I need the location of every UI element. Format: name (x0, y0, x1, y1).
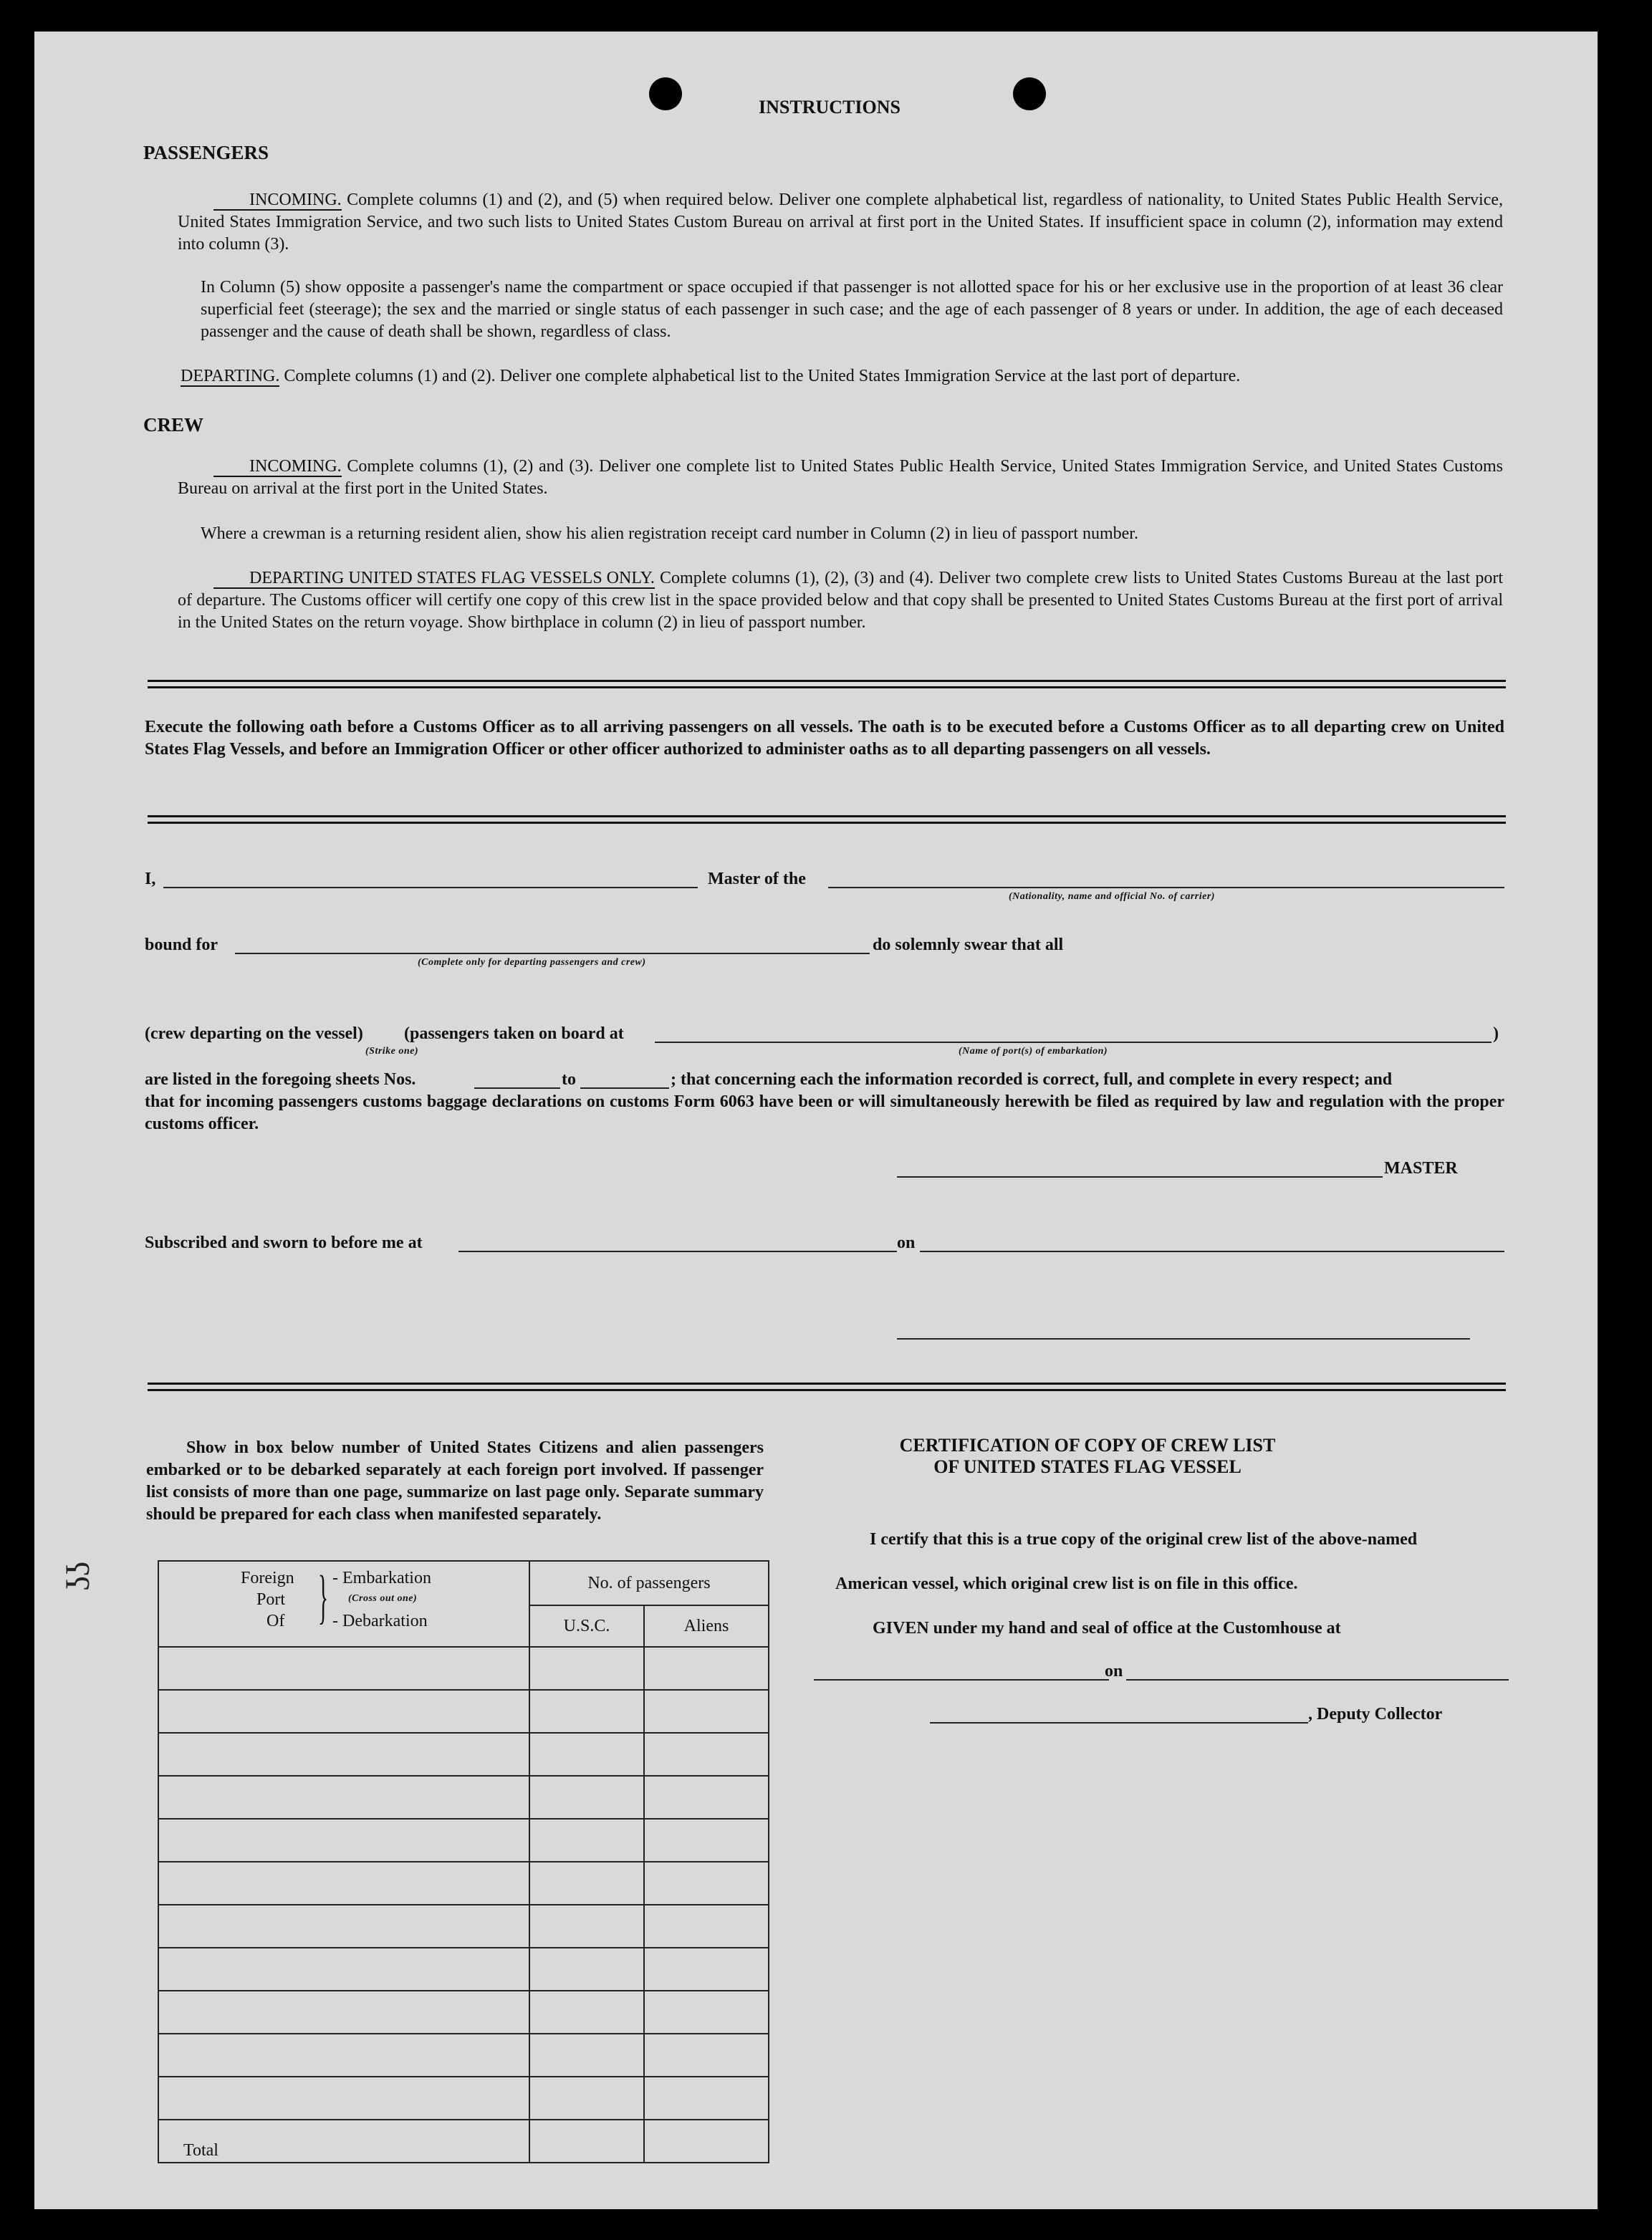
crew-incoming-label: INCOMING. (213, 457, 342, 477)
cross-out-caption: (Cross out one) (348, 1593, 418, 1604)
usc-cell[interactable] (529, 2034, 644, 2077)
page-title: INSTRUCTIONS (759, 97, 901, 117)
aliens-header: Aliens (644, 1605, 769, 1647)
crew-departing-option[interactable]: (crew departing on the vessel) (145, 1024, 363, 1043)
listed-pre: are listed in the foregoing sheets Nos. (145, 1070, 416, 1089)
summary-row (158, 1690, 769, 1733)
port-cell[interactable] (158, 1776, 529, 1819)
port-cell[interactable] (158, 1647, 529, 1690)
master-signature-field[interactable] (897, 1176, 1383, 1178)
bound-for-field[interactable] (235, 953, 870, 954)
crew-heading: CREW (143, 414, 204, 436)
embarkation-option[interactable]: - Embarkation (332, 1569, 431, 1587)
port-cell[interactable] (158, 1862, 529, 1905)
master-of-the-label: Master of the (708, 870, 806, 888)
bound-for-label: bound for (145, 936, 218, 954)
aliens-cell[interactable] (644, 2034, 769, 2077)
usc-cell[interactable] (529, 1647, 644, 1690)
summary-row (158, 1819, 769, 1862)
total-aliens-cell[interactable] (644, 2120, 769, 2163)
passengers-incoming-text: Complete columns (1) and (2), and (5) when required below. Deliver one complete alphabetical list, regardless of nationality, to United States Public Health Service, United States Immigration Service, and two such lists to United States Custom Bureau on arrival at first port in the United States. If insufficient space in column (2), information may extend into column (3). (178, 191, 1504, 254)
crew-incoming-paragraph (178, 456, 1503, 500)
total-label: Total (158, 2120, 529, 2163)
passengers-departing-label: DEPARTING. (181, 367, 280, 385)
officer-signature-field[interactable] (897, 1338, 1470, 1340)
carrier-caption: (Nationality, name and official No. of carrier) (1009, 891, 1215, 902)
ports-caption: (Name of port(s) of embarkation) (959, 1046, 1108, 1057)
close-paren: ) (1493, 1024, 1499, 1043)
debarkation-option[interactable]: - Debarkation (332, 1612, 428, 1630)
embarkation-ports-field[interactable] (655, 1042, 1492, 1043)
aliens-cell[interactable] (644, 1819, 769, 1862)
summary-row (158, 1948, 769, 1991)
strike-one-caption: (Strike one) (365, 1046, 419, 1057)
total-usc-cell[interactable] (529, 2120, 644, 2163)
punch-hole-left (649, 77, 682, 110)
summary-row (158, 1862, 769, 1905)
master-label: MASTER (1384, 1159, 1458, 1178)
summary-row (158, 1776, 769, 1819)
port-cell[interactable] (158, 2077, 529, 2120)
passengers-taken-option[interactable]: (passengers taken on board at (404, 1024, 624, 1043)
customhouse-field[interactable] (814, 1679, 1109, 1681)
usc-header: U.S.C. (529, 1605, 644, 1647)
port-cell[interactable] (158, 1819, 529, 1862)
certification-line-3: GIVEN under my hand and seal of office at the Customhouse at (873, 1619, 1341, 1638)
sworn-on-label: on (897, 1234, 916, 1252)
aliens-cell[interactable] (644, 1690, 769, 1733)
usc-cell[interactable] (529, 1819, 644, 1862)
total-row (158, 2120, 769, 2163)
usc-cell[interactable] (529, 2077, 644, 2120)
divider-2 (148, 815, 1506, 824)
aliens-cell[interactable] (644, 1776, 769, 1819)
listed-rest: that for incoming passengers customs baggage declarations on customs Form 6063 have been or will simultaneously herewith be filed as required by law and regulation with the proper customs officer. (145, 1092, 1504, 1133)
foreign-port-header (158, 1561, 529, 1647)
crew-departing-text: Complete columns (1), (2), (3) and (4). Deliver two complete crew lists to United States Customs Bureau at the last port of departure. The Customs officer will certify one copy of this crew list in the space provided below and that copy shall be presented to United States Customs Bureau at the first port of arrival in the United States on the return voyage. Show birthplace in column (2) in lieu of passport number. (178, 569, 1504, 632)
port-cell[interactable] (158, 1948, 529, 1991)
passengers-incoming-label: INCOMING. (213, 191, 342, 211)
usc-cell[interactable] (529, 1776, 644, 1819)
summary-rows (158, 1647, 769, 2120)
usc-cell[interactable] (529, 1862, 644, 1905)
certification-date-field[interactable] (1126, 1679, 1509, 1681)
certification-title-1: CERTIFICATION OF COPY OF CREW LIST (899, 1435, 1276, 1456)
summary-row (158, 1991, 769, 2034)
passenger-summary-table (158, 1560, 769, 2163)
summary-instructions: Show in box below number of United States Citizens and alien passengers embarked or to be debarked separately at each foreign port involved. If passenger list consists of more than one page, summarize on last page only. Separate summary should be prepared for each class when manifested separately. (146, 1438, 764, 1524)
deputy-signature-field[interactable] (930, 1722, 1308, 1724)
swear-label: do solemnly swear that all (873, 936, 1064, 954)
aliens-cell[interactable] (644, 2077, 769, 2120)
certification-line-1: I certify that this is a true copy of the original crew list of the above-named (870, 1530, 1418, 1549)
deputy-collector-label: , Deputy Collector (1308, 1705, 1443, 1724)
brace-icon: } (318, 1564, 329, 1630)
oath-i-label: I, (145, 870, 156, 888)
port-cell[interactable] (158, 1905, 529, 1948)
usc-cell[interactable] (529, 1948, 644, 1991)
form-page (34, 32, 1598, 2209)
subscribed-label: Subscribed and sworn to before me at (145, 1234, 423, 1252)
margin-handwriting: ʖʖ (59, 1562, 96, 1591)
crew-incoming-text: Complete columns (1), (2) and (3). Deliver one complete list to United States Public Health Service, United States Immigration Service, and United States Customs Bureau on arrival at the first port in the United States. (178, 457, 1504, 498)
oath-instructions: Execute the following oath before a Customs Officer as to all arriving passengers on all vessels. The oath is to be executed before a Customs Officer as to all departing crew on United States Flag Vessels, and before an Immigration Officer or other officer authorized to administer oaths as to all departing passengers on all vessels. (145, 718, 1504, 759)
port-cell[interactable] (158, 1991, 529, 2034)
aliens-cell[interactable] (644, 1733, 769, 1776)
certification-line-2: American vessel, which original crew list is on file in this office. (835, 1575, 1298, 1593)
summary-row (158, 1647, 769, 1690)
sworn-date-field[interactable] (920, 1251, 1504, 1252)
summary-row (158, 2034, 769, 2077)
aliens-cell[interactable] (644, 1647, 769, 1690)
aliens-cell[interactable] (644, 1905, 769, 1948)
sheet-from-field[interactable] (474, 1087, 560, 1089)
certification-title-2: OF UNITED STATES FLAG VESSEL (933, 1456, 1242, 1477)
divider-1 (148, 680, 1506, 688)
aliens-cell[interactable] (644, 1991, 769, 2034)
column5-paragraph: In Column (5) show opposite a passenger's name the compartment or space occupied if that passenger is not allotted space for his or her exclusive use in the proportion of at least 36 clear superficial feet (steerage); the sex and the married or single status of each passenger in such case; and the age of each passenger of 8 years or under. In addition, the age of each deceased passenger and the cause of death shall be shown, regardless of class. (201, 278, 1503, 341)
bound-for-caption: (Complete only for departing passengers and crew) (418, 957, 646, 968)
usc-cell[interactable] (529, 1690, 644, 1733)
aliens-cell[interactable] (644, 1862, 769, 1905)
passengers-heading: PASSENGERS (143, 142, 269, 163)
summary-row (158, 1905, 769, 1948)
sworn-place-field[interactable] (458, 1251, 897, 1252)
passengers-incoming-paragraph (178, 189, 1503, 256)
port-cell[interactable] (158, 1733, 529, 1776)
foreign-label: Foreign (241, 1569, 294, 1587)
usc-cell[interactable] (529, 1905, 644, 1948)
passengers-departing-paragraph (181, 365, 1513, 388)
usc-cell[interactable] (529, 1991, 644, 2034)
port-cell[interactable] (158, 1690, 529, 1733)
port-cell[interactable] (158, 2034, 529, 2077)
summary-row (158, 1733, 769, 1776)
port-label: Port (256, 1590, 286, 1609)
to-label: to (562, 1070, 576, 1089)
no-passengers-header: No. of passengers (529, 1561, 769, 1605)
aliens-cell[interactable] (644, 1948, 769, 1991)
listed-post: ; that concerning each the information recorded is correct, full, and complete in every respect; and (671, 1070, 1393, 1089)
crew-departing-label: DEPARTING UNITED STATES FLAG VESSELS ONLY. (213, 569, 655, 589)
alien-registration-paragraph: Where a crewman is a returning resident alien, show his alien registration receipt card number in Column (2) in lieu of passport number. (201, 524, 1138, 543)
divider-3 (148, 1383, 1506, 1391)
summary-row (158, 2077, 769, 2120)
crew-departing-paragraph (178, 567, 1503, 634)
certification-on-label: on (1105, 1662, 1123, 1681)
passengers-departing-text: Complete columns (1) and (2). Deliver one complete alphabetical list to the United States Immigration Service at the last port of departure. (284, 367, 1241, 385)
carrier-field[interactable] (828, 887, 1504, 888)
of-label: Of (266, 1612, 285, 1630)
usc-cell[interactable] (529, 1733, 644, 1776)
punch-hole-right (1013, 77, 1046, 110)
sheet-to-field[interactable] (580, 1087, 669, 1089)
master-name-field[interactable] (163, 887, 698, 888)
